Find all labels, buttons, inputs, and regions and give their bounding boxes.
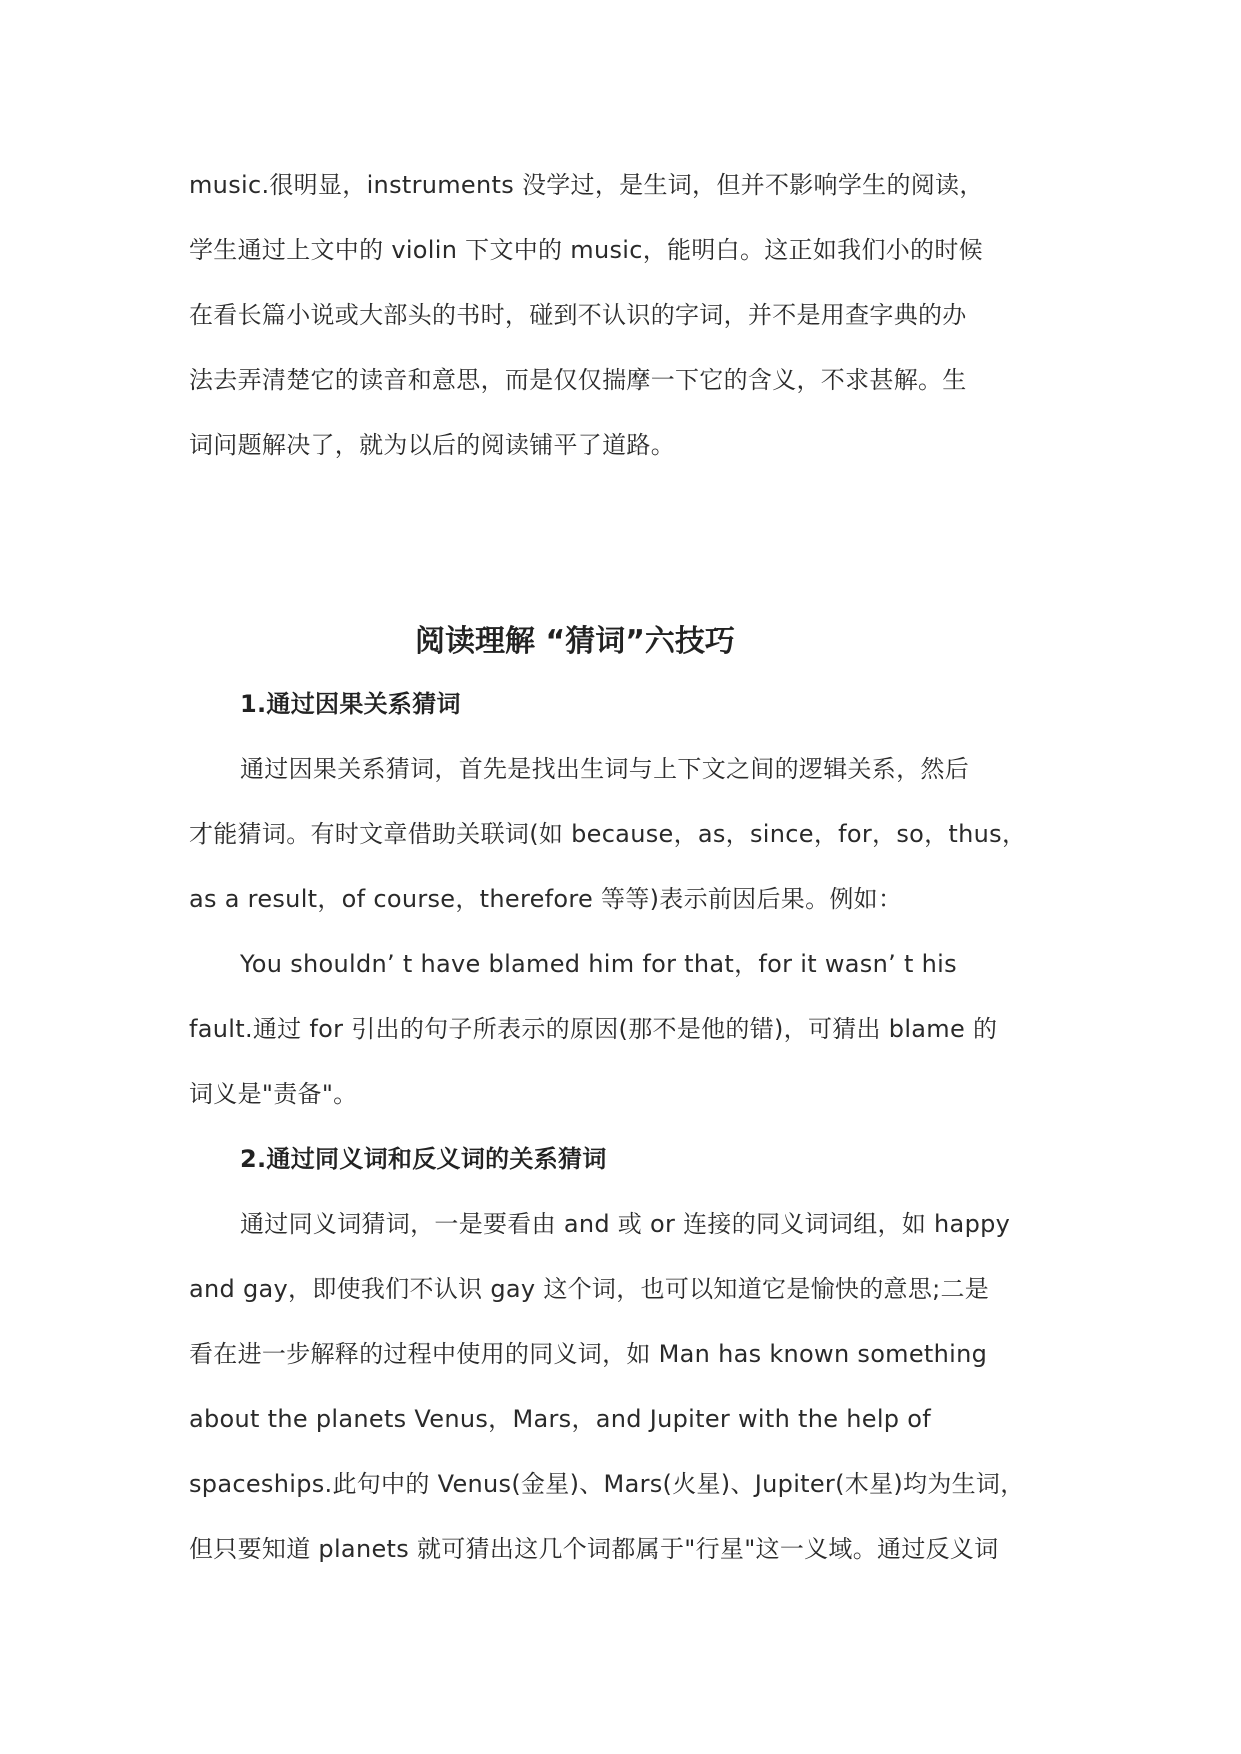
paragraph-line: 才能猜词。有时文章借助关联词(如 because，as，since，for，so，thus，	[189, 820, 1027, 848]
paragraph-line: 法去弄清楚它的读音和意思，而是仅仅揣摩一下它的含义，不求甚解。生	[189, 366, 967, 394]
paragraph-line: fault.通过 for 引出的句子所表示的原因(那不是他的错)，可猜出 blame 的	[189, 1015, 998, 1043]
paragraph-line: 通过因果关系猜词，首先是找出生词与上下文之间的逻辑关系，然后	[240, 755, 969, 783]
paragraph-line: 学生通过上文中的 violin 下文中的 music，能明白。这正如我们小的时候	[189, 236, 983, 264]
paragraph-line: as a result，of course，therefore 等等)表示前因后果。例如：	[189, 885, 903, 913]
paragraph-line: 看在进一步解释的过程中使用的同义词，如 Man has known something	[189, 1340, 988, 1368]
section-heading: 1.通过因果关系猜词	[240, 690, 461, 718]
paragraph-line: music.很明显，instruments 没学过，是生词，但并不影响学生的阅读，	[189, 171, 984, 199]
paragraph-line: about the planets Venus，Mars，and Jupiter with the help of	[189, 1405, 931, 1433]
section-heading: 2.通过同义词和反义词的关系猜词	[240, 1145, 607, 1173]
paragraph-line: 但只要知道 planets 就可猜出这几个词都属于"行星"这一义域。通过反义词	[189, 1535, 999, 1563]
paragraph-line: 在看长篇小说或大部头的书时，碰到不认识的字词，并不是用查字典的办	[189, 301, 967, 329]
paragraph-line: You shouldn’ t have blamed him for that，for it wasn’ t his	[240, 950, 957, 978]
paragraph-line: 词义是"责备"。	[189, 1080, 358, 1108]
paragraph-line: spaceships.此句中的 Venus(金星)、Mars(火星)、Jupiter(木星)均为生词，	[189, 1470, 1025, 1498]
paragraph-line: and gay，即使我们不认识 gay 这个词，也可以知道它是愉快的意思;二是	[189, 1275, 990, 1303]
paragraph-line: 词问题解决了，就为以后的阅读铺平了道路。	[189, 431, 675, 459]
document-title: 阅读理解 “猜词”六技巧	[415, 624, 735, 659]
paragraph-line: 通过同义词猜词，一是要看由 and 或 or 连接的同义词词组，如 happy	[240, 1210, 1011, 1238]
